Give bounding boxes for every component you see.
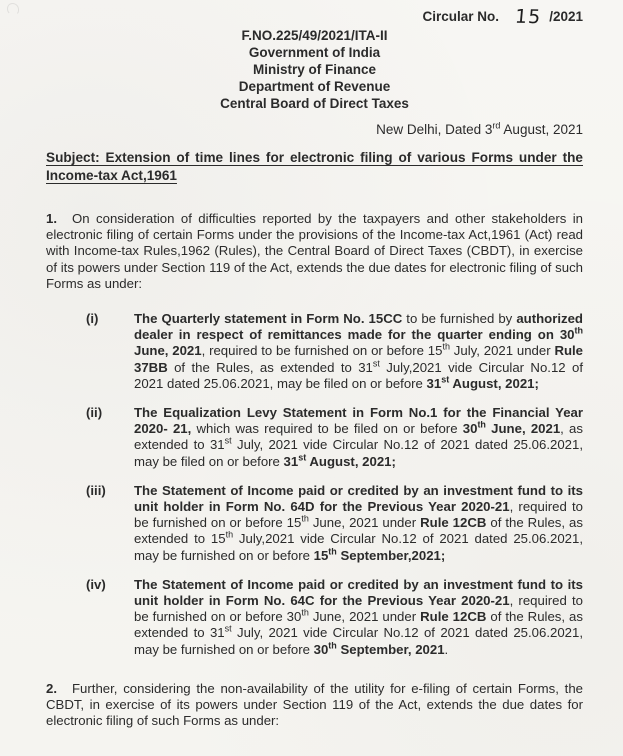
org-line-department: Department of Revenue: [238, 79, 391, 94]
item-text-iii: The Statement of Income paid or credited by an investment fund to its unit holder in Form No. 64D for the Previous Year 2020-21, required to be furnished on or before 15th June, 2021 under Rule 12CB of the Rules, as extended to 15th July,2021 vide Circular No.12 of 2021 dated 25.06.2021, may be furnished on or before 15th September,2021;: [134, 482, 584, 563]
subject-line: Subject: Extension of time lines for electronic filing of various Forms under the Income-tax Act,1961: [46, 150, 583, 183]
letterhead-block: [46, 27, 583, 112]
list-item: [46, 405, 583, 470]
date-line: New Delhi, Dated 3rd August, 2021: [376, 120, 583, 137]
org-line-government: Government of India: [248, 45, 381, 60]
item-text-iv: The Statement of Income paid or credited by an investment fund to its unit holder in Form No. 64C for the Previous Year 2020-21, required to be furnished on or before 30th June, 2021 under Rule 12CB of the Rules, as extended to 31st July, 2021 vide Circular No.12 of 2021 dated 25.06.2021, may be furnished on or before 30th September, 2021.: [134, 576, 584, 657]
item-marker-ii: (ii): [86, 405, 103, 421]
file-number: F.NO.225/49/2021/ITA-II: [241, 28, 388, 43]
list-item: [46, 577, 583, 658]
circular-number-line: [46, 5, 583, 29]
org-line-board: Central Board of Direct Taxes: [220, 96, 409, 111]
handwritten-circular-number: 15: [514, 5, 543, 29]
item-marker-iv: (iv): [86, 576, 106, 592]
item-marker-iii: (iii): [86, 482, 106, 498]
paragraph-2: 2. Further, considering the non-availability of the utility for e-filing of certain Forms, the CBDT, in exercise of its powers under Section 119 of the Act, extends the due dates for electronic filing of such Forms as under:: [46, 680, 583, 729]
circular-number-label: Circular No.: [422, 9, 500, 24]
list-item: [46, 311, 583, 392]
list-item: [46, 483, 583, 564]
item-marker-i: (i): [86, 311, 99, 327]
item-text-ii: The Equalization Levy Statement in Form No.1 for the Financial Year 2020- 21, which was required to be filed on or before 30th June, 2021, as extended to 31st July, 2021 vide Circular No.12 of 2021 dated 25.06.2021, may be filed on or before 31st August, 2021;: [134, 405, 583, 469]
scan-artifact: [7, 3, 19, 15]
circular-number-year: /2021: [549, 9, 583, 24]
item-text-i: The Quarterly statement in Form No. 15CC to be furnished by authorized dealer in respect of remittances made for the quarter ending on 30th June, 2021, required to be furnished on or before 15th July, 2021 under Rule 37BB of the Rules, as extended to 31st July,2021 vide Circular No.12 of 2021 dated 25.06.2021, may be filed on or before 31st August, 2021;: [134, 311, 584, 391]
items-list: [46, 311, 583, 658]
paragraph-1: 1. On consideration of difficulties reported by the taxpayers and other stakeholders in electronic filing of certain Forms under the provisions of the Income-tax Act,1961 (Act) read with Income-tax Rules,1962 (Rules), the Central Board of Direct Taxes (CBDT), in exercise of its powers under Section 119 of the Act, extends the due dates for electronic filing of such Forms as under:: [46, 211, 583, 291]
org-line-ministry: Ministry of Finance: [252, 62, 377, 77]
